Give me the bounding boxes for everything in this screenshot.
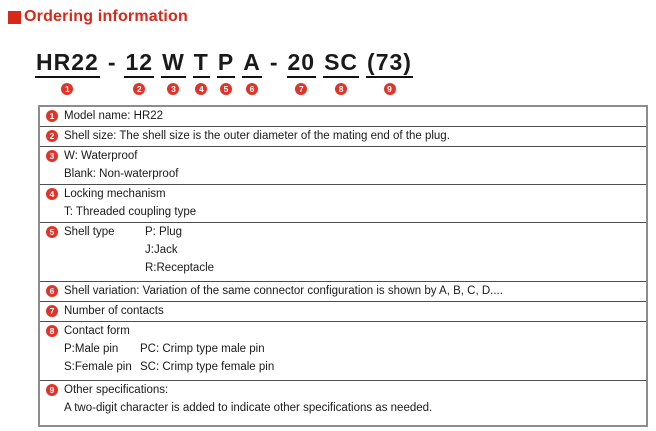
segment-number-badge: 5 [220, 83, 232, 95]
pair-code: P:Male pin [64, 343, 119, 355]
row-text: W: Waterproof [64, 150, 138, 162]
table-row [40, 380, 646, 425]
part-segment-text: SC [323, 50, 359, 78]
pair-desc: PC: Crimp type male pin [140, 343, 265, 355]
part-segment [287, 50, 317, 95]
table-row [40, 107, 646, 126]
part-segment [161, 50, 186, 95]
row-first-line [40, 185, 646, 203]
option-line: J:Jack [145, 244, 178, 256]
part-segment [124, 50, 154, 95]
pair-line [40, 358, 646, 376]
row-number-badge: 6 [46, 285, 58, 297]
row-first-line [40, 282, 646, 300]
pair-code: S:Female pin [64, 361, 132, 373]
part-segment [193, 50, 210, 95]
row-first-line [40, 147, 646, 165]
part-separator [107, 50, 118, 76]
option-line: R:Receptacle [145, 262, 215, 274]
row-first-line [40, 107, 646, 125]
row-text: Shell variation: Variation of the same connector configuration is shown by A, B, C, D.... [64, 285, 503, 297]
row-text-line: T: Threaded coupling type [64, 206, 197, 218]
row-number-badge: 3 [46, 150, 58, 162]
row-first-line [40, 322, 646, 340]
table-row [40, 222, 646, 281]
section-marker-icon [8, 11, 21, 24]
part-segment-text: (73) [366, 50, 413, 78]
row-number-badge: 4 [46, 188, 58, 200]
table-row [40, 146, 646, 184]
table-row [40, 301, 646, 321]
section-header [8, 8, 656, 26]
table-row [40, 321, 646, 380]
row-text: Other specifications: [64, 384, 169, 396]
part-segment-text: W [161, 50, 186, 78]
segment-number-badge: 9 [384, 83, 396, 95]
part-segment [323, 50, 359, 95]
part-segment [217, 50, 235, 95]
segment-number-badge: 3 [167, 83, 179, 95]
row-options [145, 223, 214, 277]
segment-number-badge: 2 [133, 83, 145, 95]
segment-number-badge: 1 [61, 83, 73, 95]
row-text: Locking mechanism [64, 188, 166, 200]
row-number-badge: 9 [46, 384, 58, 396]
part-segment [242, 50, 262, 95]
row-number-badge: 1 [46, 110, 58, 122]
segment-number-badge: 4 [195, 83, 207, 95]
part-segment [366, 50, 413, 95]
segment-number-badge: 6 [246, 83, 258, 95]
row-text: Model name: HR22 [64, 110, 164, 122]
part-segment-text: 12 [124, 50, 154, 78]
table-row [40, 184, 646, 222]
part-segment-text: - [107, 49, 117, 75]
row-label: Shell type [64, 226, 115, 238]
row-text-line: Blank: Non-waterproof [64, 168, 179, 180]
segment-number-badge: 7 [295, 83, 307, 95]
part-segment-text: HR22 [35, 50, 100, 78]
row-first-line [40, 381, 646, 399]
row-first-line [40, 127, 646, 145]
row-text: Contact form [64, 325, 130, 337]
part-separator [269, 50, 280, 76]
table-row [40, 281, 646, 301]
row-text-line: A two-digit character is added to indicate other specifications as needed. [64, 402, 433, 414]
ordering-table [38, 105, 648, 427]
part-segment-text: - [269, 49, 279, 75]
row-number-badge: 7 [46, 305, 58, 317]
row-first-line [40, 302, 646, 320]
section-title: Ordering information [24, 8, 188, 25]
row-number-badge: 5 [46, 226, 58, 238]
row-first-line [40, 223, 646, 277]
option-line: P: Plug [145, 226, 183, 238]
part-number [35, 50, 656, 95]
table-row [40, 126, 646, 146]
part-segment-text: T [193, 50, 210, 78]
segment-number-badge: 8 [335, 83, 347, 95]
part-segment [35, 50, 100, 95]
part-segment-text: P [217, 50, 235, 78]
part-segment-text: 20 [287, 50, 317, 78]
row-text: Number of contacts [64, 305, 164, 317]
pair-line [40, 340, 646, 358]
row-number-badge: 8 [46, 325, 58, 337]
part-segment-text: A [242, 50, 262, 78]
pair-desc: SC: Crimp type female pin [140, 361, 275, 373]
row-text: Shell size: The shell size is the outer diameter of the mating end of the plug. [64, 130, 450, 142]
row-number-badge: 2 [46, 130, 58, 142]
